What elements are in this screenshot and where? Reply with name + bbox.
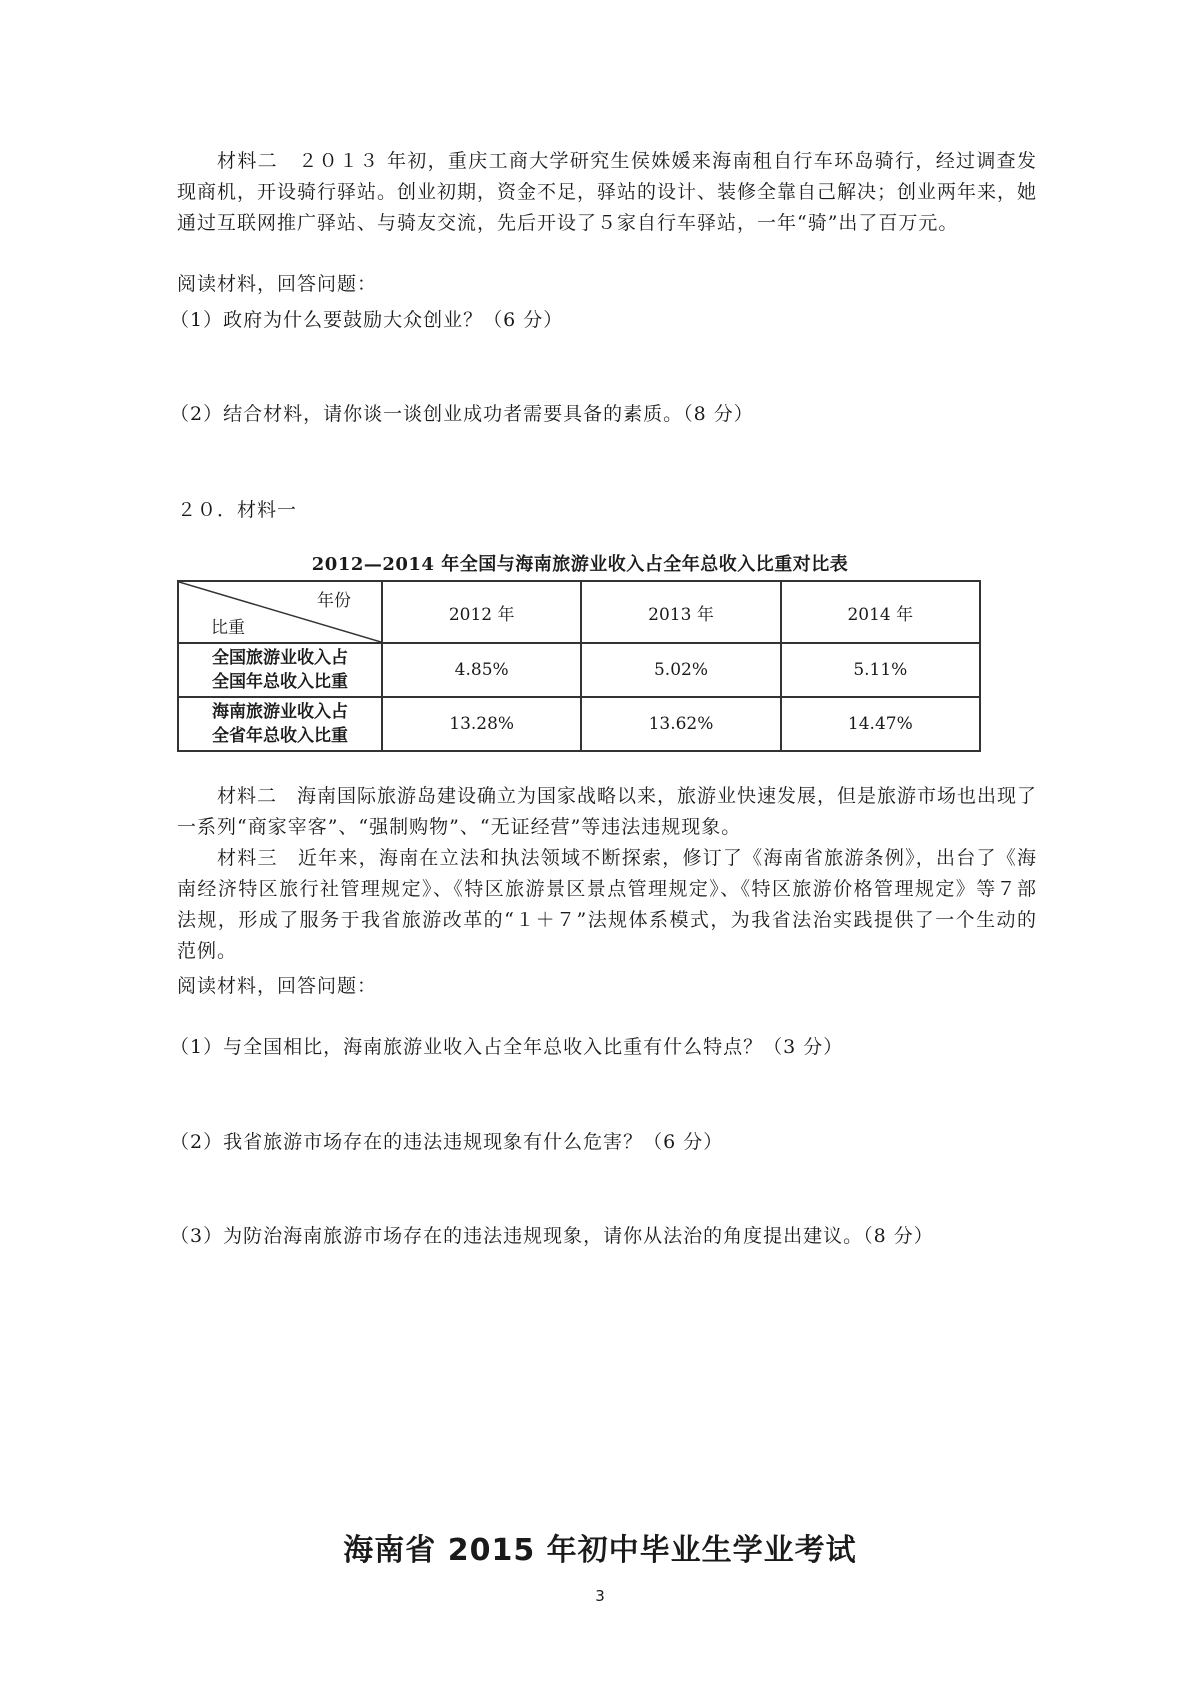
table-header-row (178, 581, 980, 643)
q20-question-3: （3）为防治海南旅游市场存在的违法违规现象，请你从法治的角度提出建议。（8 分） (170, 1225, 934, 1247)
q19-question-2: （2）结合材料，请你谈一谈创业成功者需要具备的素质。（8 分） (170, 403, 754, 425)
table-cell: 5.02% (581, 643, 780, 697)
q20-instruction: 阅读材料，回答问题： (177, 975, 378, 997)
column-header: 2012 年 (382, 581, 581, 643)
q20-question-1: （1）与全国相比，海南旅游业收入占全年总收入比重有什么特点？（3 分） (170, 1036, 844, 1058)
table-cell: 13.28% (382, 697, 581, 751)
row-label-line: 全国旅游业收入占 (212, 648, 348, 668)
table-cell: 13.62% (581, 697, 780, 751)
page-number: 3 (595, 1587, 605, 1605)
table-corner-cell (178, 581, 382, 643)
q20-material-3: 材料三 近年来，海南在立法和执法领域不断探索，修订了《海南省旅游条例》，出台了《海南经济特区旅行社管理规定》、《特区旅游景区景点管理规定》、《特区旅游价格管理规定》等７部法规，形成了服务于我省旅游改革的“１＋７”法规体系模式，为我省法治实践提供了一个生动的范例。 (177, 847, 1037, 962)
row-label-line: 全国年总收入比重 (212, 672, 348, 692)
column-header: 2013 年 (581, 581, 780, 643)
table-cell: 5.11% (781, 643, 980, 697)
q20-heading: ２０．材料一 (177, 499, 298, 521)
q19-instruction: 阅读材料，回答问题： (177, 273, 378, 295)
row-label (178, 697, 382, 751)
q19-material-2: 材料二 ２０１３ 年初，重庆工商大学研究生侯姝媛来海南租自行车环岛骑行，经过调查发现商机，开设骑行驿站。创业初期，资金不足，驿站的设计、装修全靠自己解决；创业两年来，她通过互联网推广驿站、与骑友交流，先后开设了５家自行车驿站，一年“骑”出了百万元。 (177, 150, 1038, 234)
corner-ratio-label: 比重 (211, 618, 245, 638)
q19-question-1: （1）政府为什么要鼓励大众创业？（6 分） (170, 309, 564, 331)
q20-question-2: （2）我省旅游市场存在的违法违规现象有什么危害？（6 分） (170, 1131, 724, 1153)
table-title: 2012—2014 年全国与海南旅游业收入占全年总收入比重对比表 (311, 554, 849, 575)
table-row (178, 643, 980, 697)
corner-year-label: 年份 (317, 591, 351, 611)
row-label-line: 全省年总收入比重 (212, 726, 348, 746)
table-cell: 14.47% (781, 697, 980, 751)
table-cell: 4.85% (382, 643, 581, 697)
comparison-table (177, 580, 981, 752)
row-label (178, 643, 382, 697)
column-header: 2014 年 (781, 581, 980, 643)
row-label-line: 海南旅游业收入占 (212, 702, 348, 722)
table-row (178, 697, 980, 751)
q20-material-2: 材料二 海南国际旅游岛建设确立为国家战略以来，旅游业快速发展，但是旅游市场也出现了一系列“商家宰客”、“强制购物”、“无证经营”等违法违规现象。 (177, 785, 1038, 838)
footer-exam-title: 海南省 2015 年初中毕业生学业考试 (343, 1533, 857, 1568)
